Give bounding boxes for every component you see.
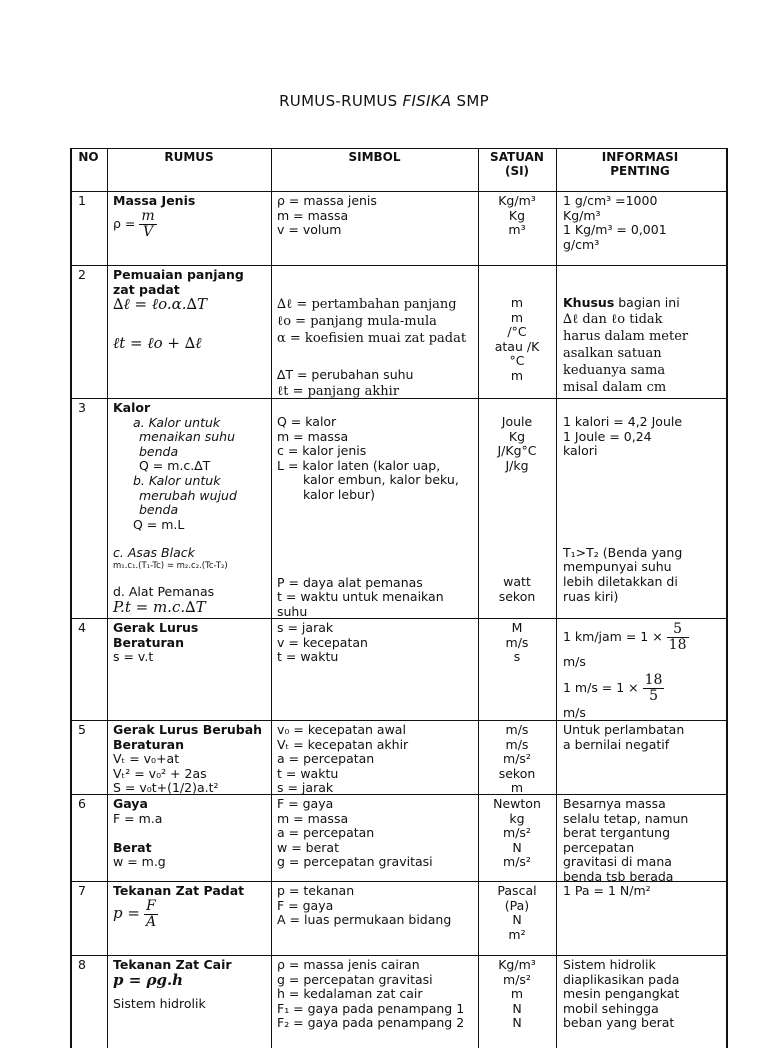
simbol-cell: v₀ = kecepatan awal Vₜ = kecepatan akhir a = percepatan t = waktu s = jarak (277, 722, 409, 796)
header-rumus: RUMUS (164, 150, 214, 164)
formula: ℓt = ℓo + ∆ℓ (113, 333, 202, 352)
column-divider (107, 148, 108, 1048)
row-divider (70, 191, 726, 192)
formula: p = ρg.h (113, 970, 184, 989)
row-number: 2 (78, 267, 86, 282)
satuan-cell: Kg/m³ m/s² m N N (498, 957, 536, 1031)
satuan-cell: M m/s s (505, 620, 529, 665)
simbol-cell: ρ = massa jenis cairan g = percepatan gravitasi h = kedalaman zat cair F₁ = gaya pada penampang 1 F₂ = gaya pada penampang 2 (277, 957, 465, 1031)
formula-name: Tekanan Zat Cair (113, 957, 232, 972)
simbol-cell: p = tekanan F = gaya A = luas permukaan bidang (277, 883, 452, 928)
header-satuan: SATUAN (SI) (490, 150, 544, 178)
simbol-cell: ∆ℓ = pertambahan panjang ℓo = panjang mula-mula α = koefisien muai zat padat ∆T = perubahan suhu ℓt = panjang akhir (277, 297, 467, 399)
column-divider (271, 148, 272, 1048)
info-cell: Besarnya massa selalu tetap, namun berat tergantung percepatan gravitasi di mana benda tsb berada (563, 796, 689, 884)
row-number: 3 (78, 400, 86, 415)
satuan-cell: m/s m/s m/s² sekon m (498, 722, 536, 796)
formula: p = $\frac{F}{A}$ (113, 897, 157, 930)
rumus-cell: Gerak Lurus Berubah Beraturan Vₜ = v₀+at Vₜ² = v₀² + 2as S = v₀t+(1/2)a.t² (113, 723, 268, 796)
row-number: 6 (78, 796, 86, 811)
info-cell: 1 kalori = 4,2 Joule 1 Joule = 0,24 kalori T₁>T₂ (Benda yang mempunyai suhu lebih diletakkan di ruas kiri) (563, 414, 683, 604)
rumus-cell (113, 194, 268, 240)
info-cell: Khusus bagian ini ∆ℓ dan ℓo tidak harus dalam meter asalkan satuan keduanya sama misal dalam cm (563, 295, 689, 395)
satuan-cell: Pascal (Pa) N m² (497, 883, 537, 942)
info-cell: Untuk perlambatan a bernilai negatif (563, 722, 685, 752)
info-cell: 1 g/cm³ =1000 Kg/m³ 1 Kg/m³ = 0,001 g/cm³ (563, 193, 667, 252)
formula-name: Tekanan Zat Padat (113, 883, 245, 898)
formula-name: Kalor (113, 400, 151, 415)
simbol-cell: Q = kalor m = massa c = kalor jenis L = kalor laten (kalor uap, kalor embun, kalor beku, kalor lebur) P = daya alat pemanas t = waktu untuk menaikan suhu (277, 414, 459, 619)
formula: ∆ℓ = ℓo.α.∆T (113, 295, 207, 314)
row-number: 1 (78, 193, 86, 208)
rumus-cell: Gerak Lurus Beraturan s = v.t (113, 621, 268, 665)
info-cell: Sistem hidrolik diaplikasikan pada mesin pengangkat mobil sehingga beban yang berat (563, 957, 680, 1031)
page-title: RUMUS-RUMUS FISIKA SMP (279, 92, 489, 110)
satuan-cell: Newton kg m/s² N m/s² (493, 796, 541, 870)
column-divider (556, 148, 557, 1048)
satuan-cell: m m /°C atau /K °C m (494, 295, 540, 383)
rumus-cell: Pemuaian panjang zat padat ∆ℓ = ℓo.α.∆T ℓt = ℓo + ∆ℓ (113, 268, 268, 350)
formula: s = v.t (113, 649, 154, 665)
row-number: 8 (78, 957, 86, 972)
rumus-cell (113, 884, 268, 930)
row-divider (70, 265, 726, 266)
row-number: 7 (78, 883, 86, 898)
row-divider (70, 955, 726, 956)
header-no: NO (78, 150, 99, 164)
simbol-cell: s = jarak v = kecepatan t = waktu (277, 620, 368, 665)
header-simbol: SIMBOL (348, 150, 401, 164)
rumus-cell: Gaya F = m.a Berat w = m.g (113, 797, 268, 870)
row-divider (70, 148, 726, 149)
simbol-cell: F = gaya m = massa a = percepatan w = berat g = percepatan gravitasi (277, 796, 433, 870)
row-number: 5 (78, 722, 86, 737)
rumus-cell: Tekanan Zat Cair p = ρg.h Sistem hidrolik (113, 958, 268, 1012)
formula-name: Pemuaian panjang (113, 267, 244, 282)
formula-name: Gaya (113, 796, 148, 811)
formula-name: Massa Jenis (113, 193, 196, 208)
row-number: 4 (78, 620, 86, 635)
satuan-cell: Joule Kg J/Kg°C J/kg watt sekon (497, 414, 537, 604)
satuan-cell: Kg/m³ Kg m³ (498, 193, 536, 238)
rumus-cell: Kalor a. Kalor untuk menaikan suhu benda Q = m.c.∆T b. Kalor untuk merubah wujud benda Q = m.L c. Asas Black m₁.c₁.(T₁-Tc) = m₂.c₂.(Tc-T₂) d. Alat Pemanas P.t = m.c.∆T (113, 401, 268, 614)
info-cell: 1 km/jam = 1 × $\frac{5}{18}$ m/s 1 m/s = 1 × $\frac{18}{5}$ m/s (563, 621, 687, 720)
header-informasi: INFORMASI PENTING (601, 150, 679, 178)
formula-name: Gerak Lurus (113, 620, 199, 635)
info-cell: 1 Pa = 1 N/m² (563, 883, 651, 898)
simbol-cell: ρ = massa jenis m = massa v = volum (277, 193, 377, 238)
formula-name: Gerak Lurus Berubah (113, 722, 263, 737)
formula: ρ = $\frac{m}{V}$ (113, 207, 155, 240)
